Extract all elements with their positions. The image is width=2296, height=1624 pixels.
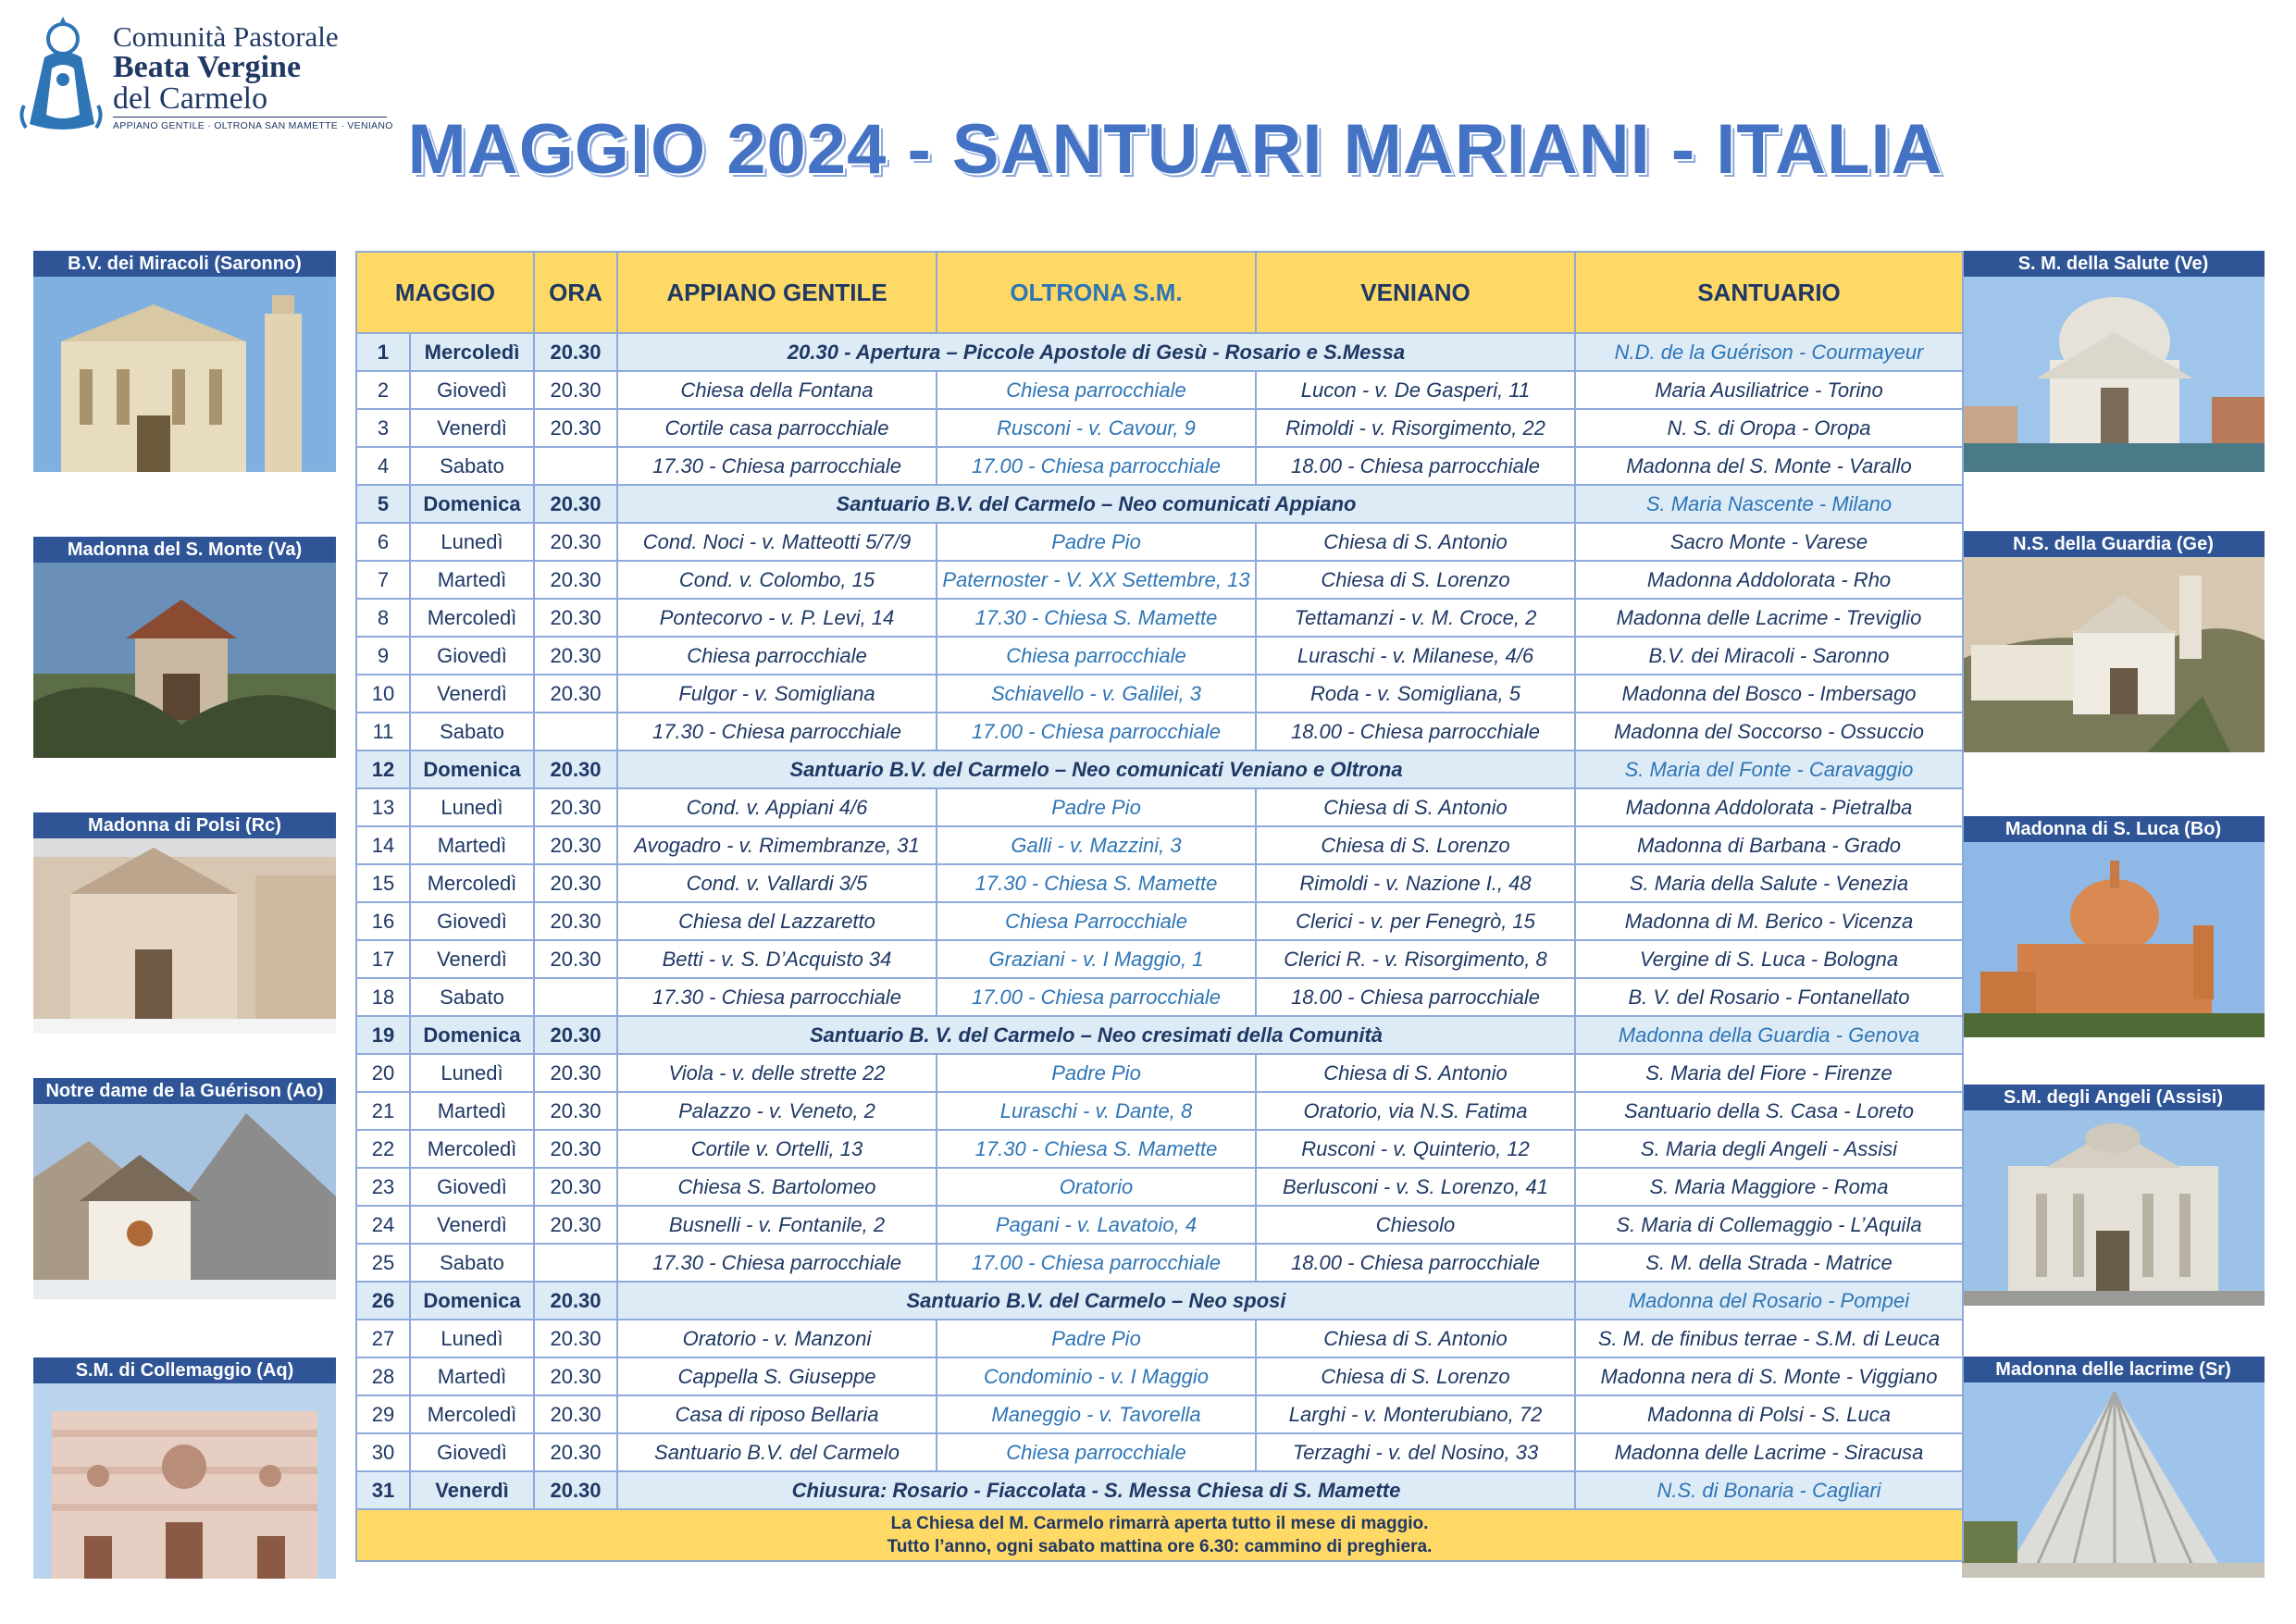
- photo-caption: Notre dame de la Guérison (Ao): [33, 1078, 336, 1104]
- appiano-cell: 17.30 - Chiesa parrocchiale: [617, 1244, 937, 1282]
- veniano-cell: Chiesa di S. Antonio: [1256, 788, 1575, 826]
- photo-polsi: [33, 812, 336, 1034]
- santuario-cell: S. Maria del Fonte - Caravaggio: [1575, 750, 1963, 788]
- time-cell: 20.30: [534, 637, 617, 675]
- santuario-cell: Madonna nera di S. Monte - Viggiano: [1575, 1357, 1963, 1395]
- table-row: [356, 978, 1963, 1016]
- appiano-cell: Busnelli - v. Fontanile, 2: [617, 1206, 937, 1244]
- veniano-cell: Chiesa di S. Antonio: [1256, 1054, 1575, 1092]
- appiano-cell: Cortile v. Ortelli, 13: [617, 1130, 937, 1168]
- photo-saronno: [33, 251, 336, 472]
- veniano-cell: Clerici R. - v. Risorgimento, 8: [1256, 940, 1575, 978]
- time-cell: 20.30: [534, 1168, 617, 1206]
- veniano-cell: Terzaghi - v. del Nosino, 33: [1256, 1433, 1575, 1471]
- sanctuary-image: [1962, 557, 2265, 752]
- footer-note: [356, 1509, 1963, 1561]
- time-cell: 20.30: [534, 1395, 617, 1433]
- appiano-cell: Avogadro - v. Rimembranze, 31: [617, 826, 937, 864]
- santuario-cell: S. M. de finibus terrae - S.M. di Leuca: [1575, 1320, 1963, 1357]
- weekday-cell: Giovedì: [410, 1168, 534, 1206]
- day-number-cell: 7: [356, 561, 410, 599]
- weekday-cell: Giovedì: [410, 371, 534, 409]
- time-cell: 20.30: [534, 826, 617, 864]
- community-logo: [17, 13, 393, 133]
- weekday-cell: Sabato: [410, 978, 534, 1016]
- weekday-cell: Martedì: [410, 1092, 534, 1130]
- footer-row: [356, 1509, 1963, 1561]
- community-event-cell: Santuario B. V. del Carmelo – Neo cresimati della Comunità: [617, 1016, 1575, 1054]
- oltrona-cell: Chiesa parrocchiale: [937, 637, 1256, 675]
- photo-guardia-genova: [1962, 531, 2265, 752]
- time-cell: 20.30: [534, 523, 617, 561]
- table-row: [356, 788, 1963, 826]
- veniano-cell: 18.00 - Chiesa parrocchiale: [1256, 1244, 1575, 1282]
- weekday-cell: Mercoledì: [410, 1130, 534, 1168]
- sanctuary-image: [33, 277, 336, 472]
- time-cell: 20.30: [534, 1282, 617, 1320]
- santuario-cell: Madonna del Soccorso - Ossuccio: [1575, 713, 1963, 750]
- sanctuary-image: [1962, 277, 2265, 472]
- time-cell: [534, 713, 617, 750]
- oltrona-cell: 17.00 - Chiesa parrocchiale: [937, 978, 1256, 1016]
- santuario-cell: S. Maria Maggiore - Roma: [1575, 1168, 1963, 1206]
- photo-caption: Madonna di Polsi (Rc): [33, 812, 336, 838]
- day-number-cell: 12: [356, 750, 410, 788]
- table-row: [356, 675, 1963, 713]
- sanctuary-image: [33, 563, 336, 758]
- photo-angeli-assisi: [1962, 1085, 2265, 1306]
- header-santuario: SANTUARIO: [1575, 252, 1963, 333]
- day-number-cell: 31: [356, 1471, 410, 1509]
- time-cell: [534, 1244, 617, 1282]
- appiano-cell: Viola - v. delle strette 22: [617, 1054, 937, 1092]
- photo-caption: N.S. della Guardia (Ge): [1962, 531, 2265, 557]
- oltrona-cell: 17.30 - Chiesa S. Mamette: [937, 599, 1256, 637]
- oltrona-cell: Chiesa Parrocchiale: [937, 902, 1256, 940]
- time-cell: 20.30: [534, 409, 617, 447]
- weekday-cell: Lunedì: [410, 523, 534, 561]
- appiano-cell: Betti - v. S. D’Acquisto 34: [617, 940, 937, 978]
- weekday-cell: Martedì: [410, 561, 534, 599]
- community-event-cell: Chiusura: Rosario - Fiaccolata - S. Messa Chiesa di S. Mamette: [617, 1471, 1575, 1509]
- oltrona-cell: Chiesa parrocchiale: [937, 1433, 1256, 1471]
- photo-sacro-monte-varese: [33, 537, 336, 758]
- oltrona-cell: 17.00 - Chiesa parrocchiale: [937, 713, 1256, 750]
- sanctuary-image: [33, 1383, 336, 1579]
- table-row: [356, 1395, 1963, 1433]
- appiano-cell: 17.30 - Chiesa parrocchiale: [617, 713, 937, 750]
- table-row: [356, 637, 1963, 675]
- time-cell: 20.30: [534, 1054, 617, 1092]
- weekday-cell: Domenica: [410, 750, 534, 788]
- day-number-cell: 13: [356, 788, 410, 826]
- santuario-cell: Madonna della Guardia - Genova: [1575, 1016, 1963, 1054]
- weekday-cell: Giovedì: [410, 1433, 534, 1471]
- time-cell: 20.30: [534, 675, 617, 713]
- table-row: [356, 371, 1963, 409]
- time-cell: 20.30: [534, 1206, 617, 1244]
- header-oltrona: OLTRONA S.M.: [937, 252, 1256, 333]
- time-cell: 20.30: [534, 1433, 617, 1471]
- weekday-cell: Mercoledì: [410, 599, 534, 637]
- logo-places: APPIANO GENTILE · OLTRONA SAN MAMETTE · VENIANO: [113, 120, 393, 131]
- weekday-cell: Sabato: [410, 713, 534, 750]
- schedule-table: [355, 251, 1964, 1562]
- day-number-cell: 6: [356, 523, 410, 561]
- day-number-cell: 9: [356, 637, 410, 675]
- day-number-cell: 14: [356, 826, 410, 864]
- logo-rule: [113, 117, 387, 118]
- veniano-cell: 18.00 - Chiesa parrocchiale: [1256, 713, 1575, 750]
- santuario-cell: Madonna di M. Berico - Vicenza: [1575, 902, 1963, 940]
- sanctuary-image: [1962, 1382, 2265, 1578]
- day-number-cell: 4: [356, 447, 410, 485]
- day-number-cell: 18: [356, 978, 410, 1016]
- sanctuary-image: [33, 1104, 336, 1299]
- header-ora: ORA: [534, 252, 617, 333]
- appiano-cell: 17.30 - Chiesa parrocchiale: [617, 447, 937, 485]
- weekday-cell: Sabato: [410, 1244, 534, 1282]
- table-row: [356, 1244, 1963, 1282]
- veniano-cell: Rusconi - v. Quinterio, 12: [1256, 1130, 1575, 1168]
- photo-guerison: [33, 1078, 336, 1299]
- table-row: [356, 750, 1963, 788]
- footer-line-1: La Chiesa del M. Carmelo rimarrà aperta tutto il mese di maggio.: [890, 1514, 1429, 1533]
- table-row: [356, 1092, 1963, 1130]
- time-cell: 20.30: [534, 750, 617, 788]
- table-row: [356, 1054, 1963, 1092]
- table-row: [356, 485, 1963, 523]
- day-number-cell: 27: [356, 1320, 410, 1357]
- table-row: [356, 902, 1963, 940]
- appiano-cell: Cond. Noci - v. Matteotti 5/7/9: [617, 523, 937, 561]
- table-row: [356, 1471, 1963, 1509]
- santuario-cell: Vergine di S. Luca - Bologna: [1575, 940, 1963, 978]
- oltrona-cell: Schiavello - v. Galilei, 3: [937, 675, 1256, 713]
- santuario-cell: Madonna delle Lacrime - Siracusa: [1575, 1433, 1963, 1471]
- oltrona-cell: Graziani - v. I Maggio, 1: [937, 940, 1256, 978]
- appiano-cell: Casa di riposo Bellaria: [617, 1395, 937, 1433]
- header-veniano: VENIANO: [1256, 252, 1575, 333]
- appiano-cell: Chiesa della Fontana: [617, 371, 937, 409]
- weekday-cell: Sabato: [410, 447, 534, 485]
- oltrona-cell: 17.00 - Chiesa parrocchiale: [937, 1244, 1256, 1282]
- veniano-cell: Chiesa di S. Antonio: [1256, 523, 1575, 561]
- weekday-cell: Venerdì: [410, 675, 534, 713]
- veniano-cell: Rimoldi - v. Nazione I., 48: [1256, 864, 1575, 902]
- community-event-cell: Santuario B.V. del Carmelo – Neo comunicati Veniano e Oltrona: [617, 750, 1575, 788]
- santuario-cell: N.D. de la Guérison - Courmayeur: [1575, 333, 1963, 371]
- veniano-cell: Chiesa di S. Lorenzo: [1256, 1357, 1575, 1395]
- table-row: [356, 523, 1963, 561]
- weekday-cell: Lunedì: [410, 1054, 534, 1092]
- appiano-cell: Fulgor - v. Somigliana: [617, 675, 937, 713]
- photo-caption: Madonna delle lacrime (Sr): [1962, 1357, 2265, 1382]
- santuario-cell: N.S. di Bonaria - Cagliari: [1575, 1471, 1963, 1509]
- time-cell: 20.30: [534, 599, 617, 637]
- day-number-cell: 20: [356, 1054, 410, 1092]
- oltrona-cell: Padre Pio: [937, 1320, 1256, 1357]
- day-number-cell: 23: [356, 1168, 410, 1206]
- oltrona-cell: 17.00 - Chiesa parrocchiale: [937, 447, 1256, 485]
- appiano-cell: Cond. v. Vallardi 3/5: [617, 864, 937, 902]
- time-cell: 20.30: [534, 902, 617, 940]
- time-cell: 20.30: [534, 1357, 617, 1395]
- time-cell: 20.30: [534, 1130, 617, 1168]
- santuario-cell: S. Maria del Fiore - Firenze: [1575, 1054, 1963, 1092]
- time-cell: [534, 978, 617, 1016]
- table-row: [356, 1320, 1963, 1357]
- oltrona-cell: Paternoster - V. XX Settembre, 13: [937, 561, 1256, 599]
- photo-caption: B.V. dei Miracoli (Saronno): [33, 251, 336, 277]
- santuario-cell: S. M. della Strada - Matrice: [1575, 1244, 1963, 1282]
- weekday-cell: Mercoledì: [410, 333, 534, 371]
- appiano-cell: Pontecorvo - v. P. Levi, 14: [617, 599, 937, 637]
- table-row: [356, 826, 1963, 864]
- santuario-cell: Maria Ausiliatrice - Torino: [1575, 371, 1963, 409]
- santuario-cell: S. Maria Nascente - Milano: [1575, 485, 1963, 523]
- photo-caption: S.M. di Collemaggio (Aq): [33, 1357, 336, 1383]
- santuario-cell: Madonna del S. Monte - Varallo: [1575, 447, 1963, 485]
- oltrona-cell: 17.30 - Chiesa S. Mamette: [937, 1130, 1256, 1168]
- time-cell: 20.30: [534, 485, 617, 523]
- time-cell: 20.30: [534, 1092, 617, 1130]
- day-number-cell: 16: [356, 902, 410, 940]
- appiano-cell: Cond. v. Colombo, 15: [617, 561, 937, 599]
- appiano-cell: Chiesa parrocchiale: [617, 637, 937, 675]
- veniano-cell: 18.00 - Chiesa parrocchiale: [1256, 978, 1575, 1016]
- veniano-cell: Larghi - v. Monterubiano, 72: [1256, 1395, 1575, 1433]
- weekday-cell: Lunedì: [410, 1320, 534, 1357]
- photo-caption: S.M. degli Angeli (Assisi): [1962, 1085, 2265, 1110]
- santuario-cell: Santuario della S. Casa - Loreto: [1575, 1092, 1963, 1130]
- day-number-cell: 26: [356, 1282, 410, 1320]
- veniano-cell: Lucon - v. De Gasperi, 11: [1256, 371, 1575, 409]
- oltrona-cell: Rusconi - v. Cavour, 9: [937, 409, 1256, 447]
- time-cell: 20.30: [534, 1016, 617, 1054]
- table-row: [356, 333, 1963, 371]
- table-row: [356, 1206, 1963, 1244]
- table-row: [356, 1130, 1963, 1168]
- photo-caption: S. M. della Salute (Ve): [1962, 251, 2265, 277]
- weekday-cell: Martedì: [410, 826, 534, 864]
- community-event-cell: Santuario B.V. del Carmelo – Neo comunicati Appiano: [617, 485, 1575, 523]
- footer-line-2: Tutto l’anno, ogni sabato mattina ore 6.30: cammino di preghiera.: [887, 1537, 1433, 1556]
- veniano-cell: Oratorio, via N.S. Fatima: [1256, 1092, 1575, 1130]
- day-number-cell: 11: [356, 713, 410, 750]
- oltrona-cell: Maneggio - v. Tavorella: [937, 1395, 1256, 1433]
- photo-san-luca-bologna: [1962, 816, 2265, 1037]
- day-number-cell: 2: [356, 371, 410, 409]
- appiano-cell: Chiesa S. Bartolomeo: [617, 1168, 937, 1206]
- weekday-cell: Giovedì: [410, 637, 534, 675]
- santuario-cell: S. Maria della Salute - Venezia: [1575, 864, 1963, 902]
- table-row: [356, 409, 1963, 447]
- day-number-cell: 8: [356, 599, 410, 637]
- header-appiano: APPIANO GENTILE: [617, 252, 937, 333]
- weekday-cell: Martedì: [410, 1357, 534, 1395]
- table-header-row: [356, 252, 1963, 333]
- time-cell: 20.30: [534, 788, 617, 826]
- appiano-cell: Palazzo - v. Veneto, 2: [617, 1092, 937, 1130]
- day-number-cell: 19: [356, 1016, 410, 1054]
- santuario-cell: Madonna Addolorata - Rho: [1575, 561, 1963, 599]
- table-row: [356, 599, 1963, 637]
- veniano-cell: Chiesolo: [1256, 1206, 1575, 1244]
- oltrona-cell: Galli - v. Mazzini, 3: [937, 826, 1256, 864]
- day-number-cell: 1: [356, 333, 410, 371]
- veniano-cell: Clerici - v. per Fenegrò, 15: [1256, 902, 1575, 940]
- table-row: [356, 713, 1963, 750]
- madonna-logo-icon: [17, 13, 105, 133]
- appiano-cell: Oratorio - v. Manzoni: [617, 1320, 937, 1357]
- weekday-cell: Domenica: [410, 1016, 534, 1054]
- oltrona-cell: 17.30 - Chiesa S. Mamette: [937, 864, 1256, 902]
- sanctuary-image: [33, 838, 336, 1034]
- oltrona-cell: Padre Pio: [937, 523, 1256, 561]
- day-number-cell: 24: [356, 1206, 410, 1244]
- table-row: [356, 1433, 1963, 1471]
- veniano-cell: Rimoldi - v. Risorgimento, 22: [1256, 409, 1575, 447]
- page-title: MAGGIO 2024 - SANTUARI MARIANI - ITALIA: [407, 110, 1943, 189]
- day-number-cell: 30: [356, 1433, 410, 1471]
- table-row: [356, 940, 1963, 978]
- time-cell: 20.30: [534, 561, 617, 599]
- santuario-cell: N. S. di Oropa - Oropa: [1575, 409, 1963, 447]
- veniano-cell: Luraschi - v. Milanese, 4/6: [1256, 637, 1575, 675]
- table-row: [356, 1357, 1963, 1395]
- appiano-cell: Cond. v. Appiani 4/6: [617, 788, 937, 826]
- time-cell: 20.30: [534, 1320, 617, 1357]
- weekday-cell: Domenica: [410, 1282, 534, 1320]
- day-number-cell: 10: [356, 675, 410, 713]
- santuario-cell: Madonna di Polsi - S. Luca: [1575, 1395, 1963, 1433]
- day-number-cell: 25: [356, 1244, 410, 1282]
- santuario-cell: S. Maria di Collemaggio - L’Aquila: [1575, 1206, 1963, 1244]
- veniano-cell: Berlusconi - v. S. Lorenzo, 41: [1256, 1168, 1575, 1206]
- oltrona-cell: Luraschi - v. Dante, 8: [937, 1092, 1256, 1130]
- appiano-cell: Santuario B.V. del Carmelo: [617, 1433, 937, 1471]
- photo-caption: Madonna del S. Monte (Va): [33, 537, 336, 563]
- sanctuary-image: [1962, 842, 2265, 1037]
- santuario-cell: B.V. dei Miracoli - Saronno: [1575, 637, 1963, 675]
- photo-salute-venezia: [1962, 251, 2265, 472]
- oltrona-cell: Padre Pio: [937, 788, 1256, 826]
- day-number-cell: 28: [356, 1357, 410, 1395]
- time-cell: 20.30: [534, 864, 617, 902]
- weekday-cell: Giovedì: [410, 902, 534, 940]
- table-row: [356, 1016, 1963, 1054]
- day-number-cell: 17: [356, 940, 410, 978]
- table-row: [356, 447, 1963, 485]
- weekday-cell: Domenica: [410, 485, 534, 523]
- weekday-cell: Venerdì: [410, 1471, 534, 1509]
- sanctuary-image: [1962, 1110, 2265, 1306]
- oltrona-cell: Oratorio: [937, 1168, 1256, 1206]
- weekday-cell: Venerdì: [410, 940, 534, 978]
- oltrona-cell: Condominio - v. I Maggio: [937, 1357, 1256, 1395]
- santuario-cell: B. V. del Rosario - Fontanellato: [1575, 978, 1963, 1016]
- weekday-cell: Mercoledì: [410, 864, 534, 902]
- appiano-cell: Cortile casa parrocchiale: [617, 409, 937, 447]
- day-number-cell: 3: [356, 409, 410, 447]
- veniano-cell: Roda - v. Somigliana, 5: [1256, 675, 1575, 713]
- santuario-cell: Sacro Monte - Varese: [1575, 523, 1963, 561]
- veniano-cell: Chiesa di S. Antonio: [1256, 1320, 1575, 1357]
- time-cell: [534, 447, 617, 485]
- santuario-cell: Madonna delle Lacrime - Treviglio: [1575, 599, 1963, 637]
- logo-line-2: Beata Vergine: [113, 50, 302, 84]
- day-number-cell: 22: [356, 1130, 410, 1168]
- time-cell: 20.30: [534, 371, 617, 409]
- header-maggio: MAGGIO: [356, 252, 534, 333]
- oltrona-cell: Pagani - v. Lavatoio, 4: [937, 1206, 1256, 1244]
- table-row: [356, 561, 1963, 599]
- logo-line-1: Comunità Pastorale: [113, 20, 339, 53]
- community-event-cell: Santuario B.V. del Carmelo – Neo sposi: [617, 1282, 1575, 1320]
- weekday-cell: Lunedì: [410, 788, 534, 826]
- table-row: [356, 1168, 1963, 1206]
- weekday-cell: Venerdì: [410, 1206, 534, 1244]
- photo-lacrime-siracusa: [1962, 1357, 2265, 1578]
- time-cell: 20.30: [534, 940, 617, 978]
- time-cell: 20.30: [534, 1471, 617, 1509]
- appiano-cell: Cappella S. Giuseppe: [617, 1357, 937, 1395]
- photo-collemaggio: [33, 1357, 336, 1579]
- appiano-cell: 17.30 - Chiesa parrocchiale: [617, 978, 937, 1016]
- veniano-cell: Chiesa di S. Lorenzo: [1256, 826, 1575, 864]
- veniano-cell: Chiesa di S. Lorenzo: [1256, 561, 1575, 599]
- time-cell: 20.30: [534, 333, 617, 371]
- day-number-cell: 5: [356, 485, 410, 523]
- santuario-cell: Madonna del Rosario - Pompei: [1575, 1282, 1963, 1320]
- weekday-cell: Venerdì: [410, 409, 534, 447]
- weekday-cell: Mercoledì: [410, 1395, 534, 1433]
- community-event-cell: 20.30 - Apertura – Piccole Apostole di Gesù - Rosario e S.Messa: [617, 333, 1575, 371]
- day-number-cell: 29: [356, 1395, 410, 1433]
- table-row: [356, 1282, 1963, 1320]
- oltrona-cell: Chiesa parrocchiale: [937, 371, 1256, 409]
- veniano-cell: Tettamanzi - v. M. Croce, 2: [1256, 599, 1575, 637]
- oltrona-cell: Padre Pio: [937, 1054, 1256, 1092]
- veniano-cell: 18.00 - Chiesa parrocchiale: [1256, 447, 1575, 485]
- santuario-cell: Madonna di Barbana - Grado: [1575, 826, 1963, 864]
- santuario-cell: Madonna Addolorata - Pietralba: [1575, 788, 1963, 826]
- santuario-cell: Madonna del Bosco - Imbersago: [1575, 675, 1963, 713]
- photo-caption: Madonna di S. Luca (Bo): [1962, 816, 2265, 842]
- santuario-cell: S. Maria degli Angeli - Assisi: [1575, 1130, 1963, 1168]
- logo-line-3: del Carmelo: [113, 81, 268, 116]
- day-number-cell: 21: [356, 1092, 410, 1130]
- appiano-cell: Chiesa del Lazzaretto: [617, 902, 937, 940]
- table-row: [356, 864, 1963, 902]
- day-number-cell: 15: [356, 864, 410, 902]
